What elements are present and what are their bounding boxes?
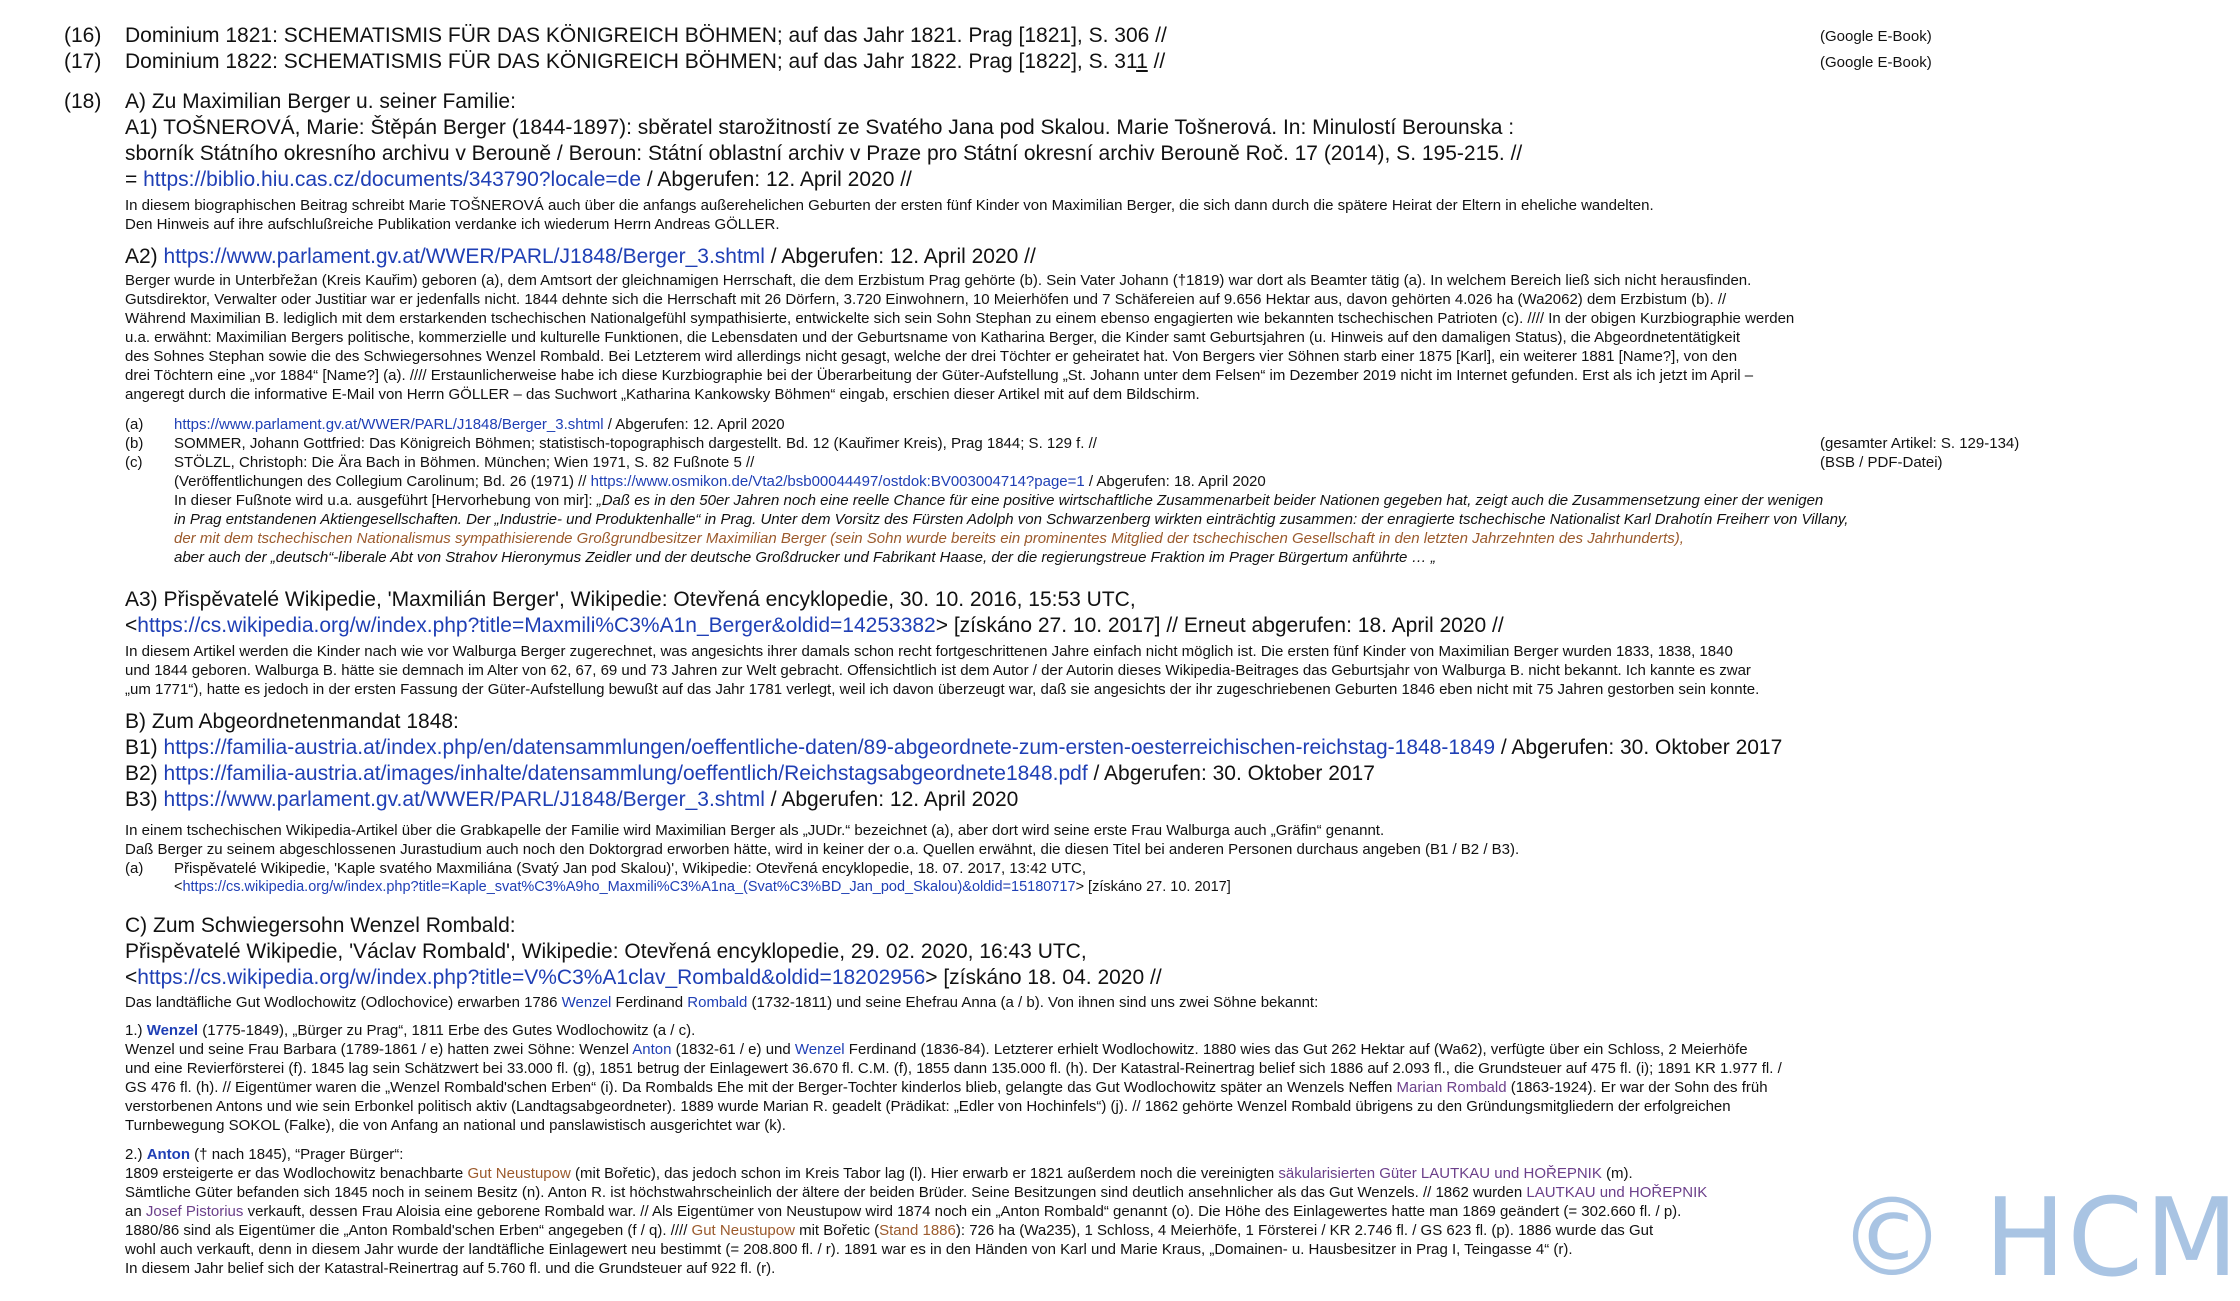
a3-link[interactable]: https://cs.wikipedia.org/w/index.php?title=Maxmili%C3%A1n_Berger&oldid=14253382 [137, 614, 936, 637]
a2-body-line: Gutsdirektor, Verwalter oder Justitiar war er jedenfalls nicht. 1844 dehnte sich die Herrschaft mit 26 Dörfern, 3.720 Einwohnern, 10 Meierhöfen und 7 Schäfereien auf 9.656 Hektar aus, davon gehörten 4.026 ha (Wa2062) dem Erzbistum (b). // [125, 291, 1727, 308]
b-footnote-a-link-line: <https://cs.wikipedia.org/w/index.php?title=Kaple_svat%C3%A9ho_Maxmili%C3%A1na_(Svat%C3%BD_Jan_pod_Skalou)&oldid=15180717> [získáno 27. 10. 2017] [174, 879, 1231, 895]
wenzel-body-line: Wenzel und seine Frau Barbara (1789-1861 / e) hatten zwei Söhne: Wenzel Anton (1832-61 / e) und Wenzel Ferdinand (1836-84). Letzterer erhielt Wodlochowitz. 1880 wies das Gut 262 Hektar auf (Wa62), verfügte über ein Schloss, 2 Meierhöfe [125, 1041, 1748, 1058]
footnote-c-quote: In dieser Fußnote wird u.a. ausgeführt [Hervorhebung von mir]: „Daß es in den 50er Jahren noch eine reelle Chance für eine positive wirtschaftliche Zusammenarbeit beider Nationen gegeben hat, zeigt auch die Zusammensetzung einer der wenigen [174, 492, 1824, 509]
wenzel-heading: 1.) Wenzel (1775-1849), „Bürger zu Prag“, 1811 Erbe des Gutes Wodlochowitz (a / c). [125, 1022, 696, 1039]
a3-citation: A3) Přispěvatelé Wikipedie, 'Maxmilián Berger', Wikipedie: Otevřená encyklopedie, 30. 10. 2016, 15:53 UTC, [125, 588, 1136, 611]
a3-body-line: und 1844 geboren. Walburga B. hätte sie demnach im Alter von 62, 67, 69 und 73 Jahren zur Welt gebracht. Offensichtlich ist dem Autor / der Autorin dieses Wikipedia-Beitrages das Geburtsjahr von Walburga B. nicht bekannt. Ich kannte es zwar [125, 662, 1751, 679]
a3-body-line: „um 1771“), hatte es jedoch in der ersten Fassung der Güter-Aufstellung bewußt auf das Jahr 1781 verlegt, weil ich davon überzeugt war, daß sie angesichts der ihr zugeschriebenen Geburten 1846 eben nicht mit 75 Jahren gestorben sein konnte. [125, 681, 1760, 698]
footnote-key: (b) [125, 435, 144, 452]
wenzel-body-line: und eine Revierförsterei (f). 1845 lag sein Schätzwert bei 33.000 fl. (g), 1851 betrug der Einlagewert 36.670 fl. C.M. (f), 1855 dann 135.000 fl. (h). Der Katastral-Reinertrag belief sich 1886 auf 2.093 fl., die Grundsteuer auf 475 fl. (i); 1891 KR 1.977 fl. / [125, 1060, 1782, 1077]
a2-body-line: Berger wurde in Unterbřežan (Kreis Kauřim) geboren (a), dem Amtsort der gleichnamigen Herrschaft, die dem Erzbistum Prag gehörte (b). Sein Vater Johann (†1819) war dort als Beamter tätig (a). In welchem Bereich ließ sich nicht herausfinden. [125, 272, 1752, 289]
entry-text: Dominium 1821: SCHEMATISMIS FÜR DAS KÖNIGREICH BÖHMEN; auf das Jahr 1821. Prag [1821], S. 306 // [125, 24, 1167, 47]
a1-link-line: = https://biblio.hiu.cas.cz/documents/343790?locale=de / Abgerufen: 12. April 2020 // [125, 168, 912, 191]
a1-citation: sborník Státního okresního archivu v Berouně / Beroun: Státní oblastní archiv v Praze pro Státní okresní archiv Berouně Roč. 17 (2014), S. 195-215. // [125, 142, 1523, 165]
footnote-b-note: (gesamter Artikel: S. 129-134) [1820, 435, 2020, 452]
anton-body-line: wohl auch verkauft, denn in diesem Jahr wurde der landtäfliche Einlagewert neu bestimmt (= 208.800 fl. / r). 1891 war es in den Händen von Karl und Marie Kraus, „Domainen- u. Hausbesitzer in Prag I, Teingasse 4“ (r). [125, 1241, 1573, 1258]
a1-citation: A1) TOŠNEROVÁ, Marie: Štěpán Berger (1844-1897): sběratel starožitností ze Svatého Jana pod Skalou. Marie Tošnerová. In: Minulostí Berounska : [125, 116, 1515, 139]
b2-line: B2) https://familia-austria.at/images/inhalte/datensammlung/oeffentlich/Reichstagsabgeordnete1848.pdf / Abgerufen: 30. Oktober 2017 [125, 762, 1375, 785]
footnote-c-quote-highlight: der mit dem tschechischen Nationalismus sympathisierende Großgrundbesitzer Maximilian Berger (sein Sohn wurde bereits ein prominentes Mitglied der tschechischen Gesellschaft in den letzten Jahrzehnten des Jahrhunderts), [174, 530, 1684, 547]
footnote-a: https://www.parlament.gv.at/WWER/PARL/J1848/Berger_3.shtml / Abgerufen: 12. April 2020 [174, 416, 785, 433]
footnote-c-quote: aber auch der „deutsch“-liberale Abt von Strahov Hieronymus Zeidler und der deutsche Großdrucker und Fabrikant Haase, der die regierungstreue Fraktion im Prager Bürgertum anführte … „ [174, 549, 1436, 566]
c-citation: Přispěvatelé Wikipedie, 'Václav Rombald', Wikipedie: Otevřená encyklopedie, 29. 02. 2020, 16:43 UTC, [125, 940, 1087, 963]
a2-body-line: drei Töchtern eine „vor 1884“ [Name?] (a). //// Erstaunlicherweise habe ich diese Kurzbiographie bei der Überarbeitung der Güter-Aufstellung „St. Johann unter dem Felsen“ im Dezember 2019 nicht im Internet gefunden. Erst als ich jetzt im April – [125, 367, 1754, 384]
footnote-c: STÖLZL, Christoph: Die Ära Bach in Böhmen. München; Wien 1971, S. 82 Fußnote 5 // [174, 454, 755, 471]
copyright-watermark [1838, 1176, 2240, 1301]
anton-body-line: Sämtliche Güter befanden sich 1845 noch in seinem Besitz (n). Anton R. ist höchstwahrscheinlich der ältere der beiden Brüder. Seine Besitzungen sind deutlich ansehnlicher als das Gut Wenzels. // 1862 wurden LAUTKAU und HOŘEPNIK [125, 1184, 1708, 1201]
footnote-c-link[interactable]: https://www.osmikon.de/Vta2/bsb00044497/ostdok:BV003004714?page=1 [590, 473, 1085, 490]
a1-note: Den Hinweis auf ihre aufschlußreiche Publikation verdanke ich wiederum Herrn Andreas GÖLLER. [125, 216, 780, 233]
footnote-key: (c) [125, 454, 143, 471]
entry-number: (18) [64, 90, 102, 113]
a3-link-line: <https://cs.wikipedia.org/w/index.php?title=Maxmili%C3%A1n_Berger&oldid=14253382> [získáno 27. 10. 2017] // Erneut abgerufen: 18. April 2020 // [125, 614, 1504, 637]
footnote-c-series: (Veröffentlichungen des Collegium Carolinum; Bd. 26 (1971) // https://www.osmikon.de/Vta2/bsb00044497/ostdok:BV003004714?page=1 / Abgerufen: 18. April 2020 [174, 473, 1266, 490]
a2-body-line: angeregt durch die informative E-Mail von Herrn GÖLLER – das Suchwort „Katharina Kankowsky Böhmen“ eingab, erschien dieser Artikel mit auf dem Bildschirm. [125, 386, 1200, 403]
wenzel-body-line: verstorbenen Antons und wie sein Erbonkel politisch aktiv (Landtagsabgeordneter). 1889 wurde Marian R. geadelt (Prädikat: „Edler von Hochinfels“) (j). // 1862 gehörte Wenzel Rombald übrigens zu den Gründungsmitgliedern der erfolgreichen [125, 1098, 1731, 1115]
anton-body-line: In diesem Jahr belief sich der Katastral-Reinertrag auf 5.760 fl. und die Grundsteuer auf 922 fl. (r). [125, 1260, 776, 1277]
anton-body-line: an Josef Pistorius verkauft, dessen Frau Aloisia eine geborene Rombald war. // Als Eigentümer von Neustupow wird 1874 noch ein „Anton Rombald“ genannt (o). Die Höhe des Einlagewertes hatte man 1869 geändert (= 302.660 fl. / p). [125, 1203, 1682, 1220]
a3-body-line: In diesem Artikel werden die Kinder nach wie vor Walburga Berger zugerechnet, was angesichts ihrer damals schon recht fortgeschrittenen Jahre einfach nicht möglich ist. Die ersten fünf Kinder von Maximilian Berger wurden 1833, 1838, 1840 [125, 643, 1733, 660]
watermark-text: HCM [1984, 1176, 2240, 1301]
b-footnote-a-link[interactable]: https://cs.wikipedia.org/w/index.php?title=Kaple_svat%C3%A9ho_Maxmili%C3%A1na_(Svat%C3%BD_Jan_pod_Skalou)&oldid=15180717 [182, 879, 1076, 895]
b-body-line: Daß Berger zu seinem abgeschlossenen Jurastudium auch noch den Doktorgrad erworben hätte, wird in keiner der o.a. Quellen erwähnt, die diesen Titel bei anderen Personen durchaus angeben (B1 / B2 / B3). [125, 841, 1520, 858]
footnote-b: SOMMER, Johann Gottfried: Das Königreich Böhmen; statistisch-topographisch dargestellt. Bd. 12 (Kauřimer Kreis), Prag 1844; S. 129 f. // [174, 435, 1097, 452]
footnote-key: (a) [125, 860, 144, 877]
anton-heading: 2.) Anton († nach 1845), “Prager Bürger“: [125, 1146, 404, 1163]
entry-number: (16) [64, 24, 102, 47]
entry-note: (Google E-Book) [1820, 54, 1932, 71]
c-intro: Das landtäfliche Gut Wodlochowitz (Odlochovice) erwarben 1786 Wenzel Ferdinand Rombald (1732-1811) und seine Ehefrau Anna (a / b). Von ihnen sind uns zwei Söhne bekannt: [125, 994, 1319, 1011]
a1-link[interactable]: https://biblio.hiu.cas.cz/documents/343790?locale=de [143, 168, 642, 191]
a2-link[interactable]: https://www.parlament.gv.at/WWER/PARL/J1848/Berger_3.shtml [163, 245, 765, 268]
a1-note: In diesem biographischen Beitrag schreibt Marie TOŠNEROVÁ auch über die anfangs außerehelichen Geburten der ersten fünf Kinder von Maximilian Berger, die sich dann durch die spätere Heirat der Eltern in eheliche wandelten. [125, 197, 1654, 214]
wenzel-body-line: GS 476 fl. (h). // Eigentümer waren die „Wenzel Rombald'schen Erben“ (i). Da Rombalds Ehe mit der Berger-Tochter kinderlos blieb, gelangte das Gut Wodlochowitz später an Wenzels Neffen Marian Rombald (1863-1924). Er war der Sohn des früh [125, 1079, 1768, 1096]
b-body-line: In einem tschechischen Wikipedia-Artikel über die Grabkapelle der Familie wird Maximilian Berger als „JUDr.“ bezeichnet (a), aber dort wird seine erste Frau Walburga auch „Gräfin“ genannt. [125, 822, 1385, 839]
section-a-heading: A) Zu Maximilian Berger u. seiner Familie: [125, 90, 516, 113]
section-b-heading: B) Zum Abgeordnetenmandat 1848: [125, 710, 459, 733]
a2-heading: A2) https://www.parlament.gv.at/WWER/PARL/J1848/Berger_3.shtml / Abgerufen: 12. April 2020 // [125, 245, 1036, 268]
copyright-icon: © [1838, 1176, 1948, 1301]
footnote-key: (a) [125, 416, 144, 433]
footnote-c-note: (BSB / PDF-Datei) [1820, 454, 1943, 471]
b1-link[interactable]: https://familia-austria.at/index.php/en/datensammlungen/oeffentliche-daten/89-abgeordnete-zum-ersten-oesterreichischen-reichstag-1848-1849 [163, 736, 1496, 759]
entry-note: (Google E-Book) [1820, 28, 1932, 45]
entry-number: (17) [64, 50, 102, 73]
a2-body-line: Während Maximilian B. lediglich mit dem erstarkenden tschechischen Nationalgefühl sympathisierte, entwickelte sich sein Sohn Stephan zu einem ebenso engagierten wie bekannten tschechischen Patrioten (c). //// In der obigen Kurzbiographie werden [125, 310, 1795, 327]
c-link[interactable]: https://cs.wikipedia.org/w/index.php?title=V%C3%A1clav_Rombald&oldid=18202956 [137, 966, 926, 989]
wenzel-body-line: Turnbewegung SOKOL (Falke), die von Anfang an national und panslawistisch ausgerichtet war (k). [125, 1117, 786, 1134]
b3-line: B3) https://www.parlament.gv.at/WWER/PARL/J1848/Berger_3.shtml / Abgerufen: 12. April 2020 [125, 788, 1019, 811]
c-link-line: <https://cs.wikipedia.org/w/index.php?title=V%C3%A1clav_Rombald&oldid=18202956> [získáno 18. 04. 2020 // [125, 966, 1162, 989]
section-c-heading: C) Zum Schwiegersohn Wenzel Rombald: [125, 914, 516, 937]
b-footnote-a: Přispěvatelé Wikipedie, 'Kaple svatého Maxmiliána (Svatý Jan pod Skalou)', Wikipedie: Otevřená encyklopedie, 18. 07. 2017, 13:42 UTC, [174, 860, 1087, 877]
anton-body-line: 1880/86 sind als Eigentümer die „Anton Rombald'schen Erben“ angegeben (f / q). //// Gut Neustupow mit Bořetic (Stand 1886): 726 ha (Wa235), 1 Schloss, 4 Meierhöfe, 1 Försterei / KR 2.746 fl. / GS 623 fl. (p). 1886 wurde das Gut [125, 1222, 1654, 1239]
footnote-c-quote: in Prag entstandenen Aktiengesellschaften. Der „Industrie- und Produktenhalle“ in Prag. Unter dem Vorsitz des Fürsten Adolph von Schwarzenberg wirkten einträchtig zusammen: der enragierte tschechische Nationalist Karl Drahotín Freiherr von Villany, [174, 511, 1849, 528]
anton-body-line: 1809 ersteigerte er das Wodlochowitz benachbarte Gut Neustupow (mit Bořetic), das jedoch schon im Kreis Tabor lag (l). Hier erwarb er 1821 außerdem noch die vereinigten säkularisierten Güter LAUTKAU und HOŘEPNIK (m). [125, 1165, 1633, 1182]
b1-line: B1) https://familia-austria.at/index.php/en/datensammlungen/oeffentliche-daten/89-abgeordnete-zum-ersten-oesterreichischen-reichstag-1848-1849 / Abgerufen: 30. Oktober 2017 [125, 736, 1783, 759]
footnote-a-link[interactable]: https://www.parlament.gv.at/WWER/PARL/J1848/Berger_3.shtml [174, 416, 604, 433]
a2-body-line: u.a. erwähnt: Maximilian Bergers politische, kommerzielle und kulturelle Funktionen, die Lebensdaten und der Geburtsname von Katharina Berger, die Kinder samt Geburtsjahren (u. Hinweis auf den damaligen Status), die Abgeordnetentätigkeit [125, 329, 1741, 346]
b3-link[interactable]: https://www.parlament.gv.at/WWER/PARL/J1848/Berger_3.shtml [163, 788, 765, 811]
a2-body-line: des Sohnes Stephan sowie die des Schwiegersohnes Wenzel Rombald. Bei Letzterem wird allerdings nicht gesagt, welche der drei Töchter er geheiratet hat. Von Bergers vier Söhnen starb einer 1875 [Karl], ein weiterer 1881 [Name?], von den [125, 348, 1738, 365]
b2-link[interactable]: https://familia-austria.at/images/inhalte/datensammlung/oeffentlich/Reichstagsabgeordnete1848.pdf [163, 762, 1088, 785]
entry-text: Dominium 1822: SCHEMATISMIS FÜR DAS KÖNIGREICH BÖHMEN; auf das Jahr 1822. Prag [1822], S. 311 // [125, 50, 1166, 73]
